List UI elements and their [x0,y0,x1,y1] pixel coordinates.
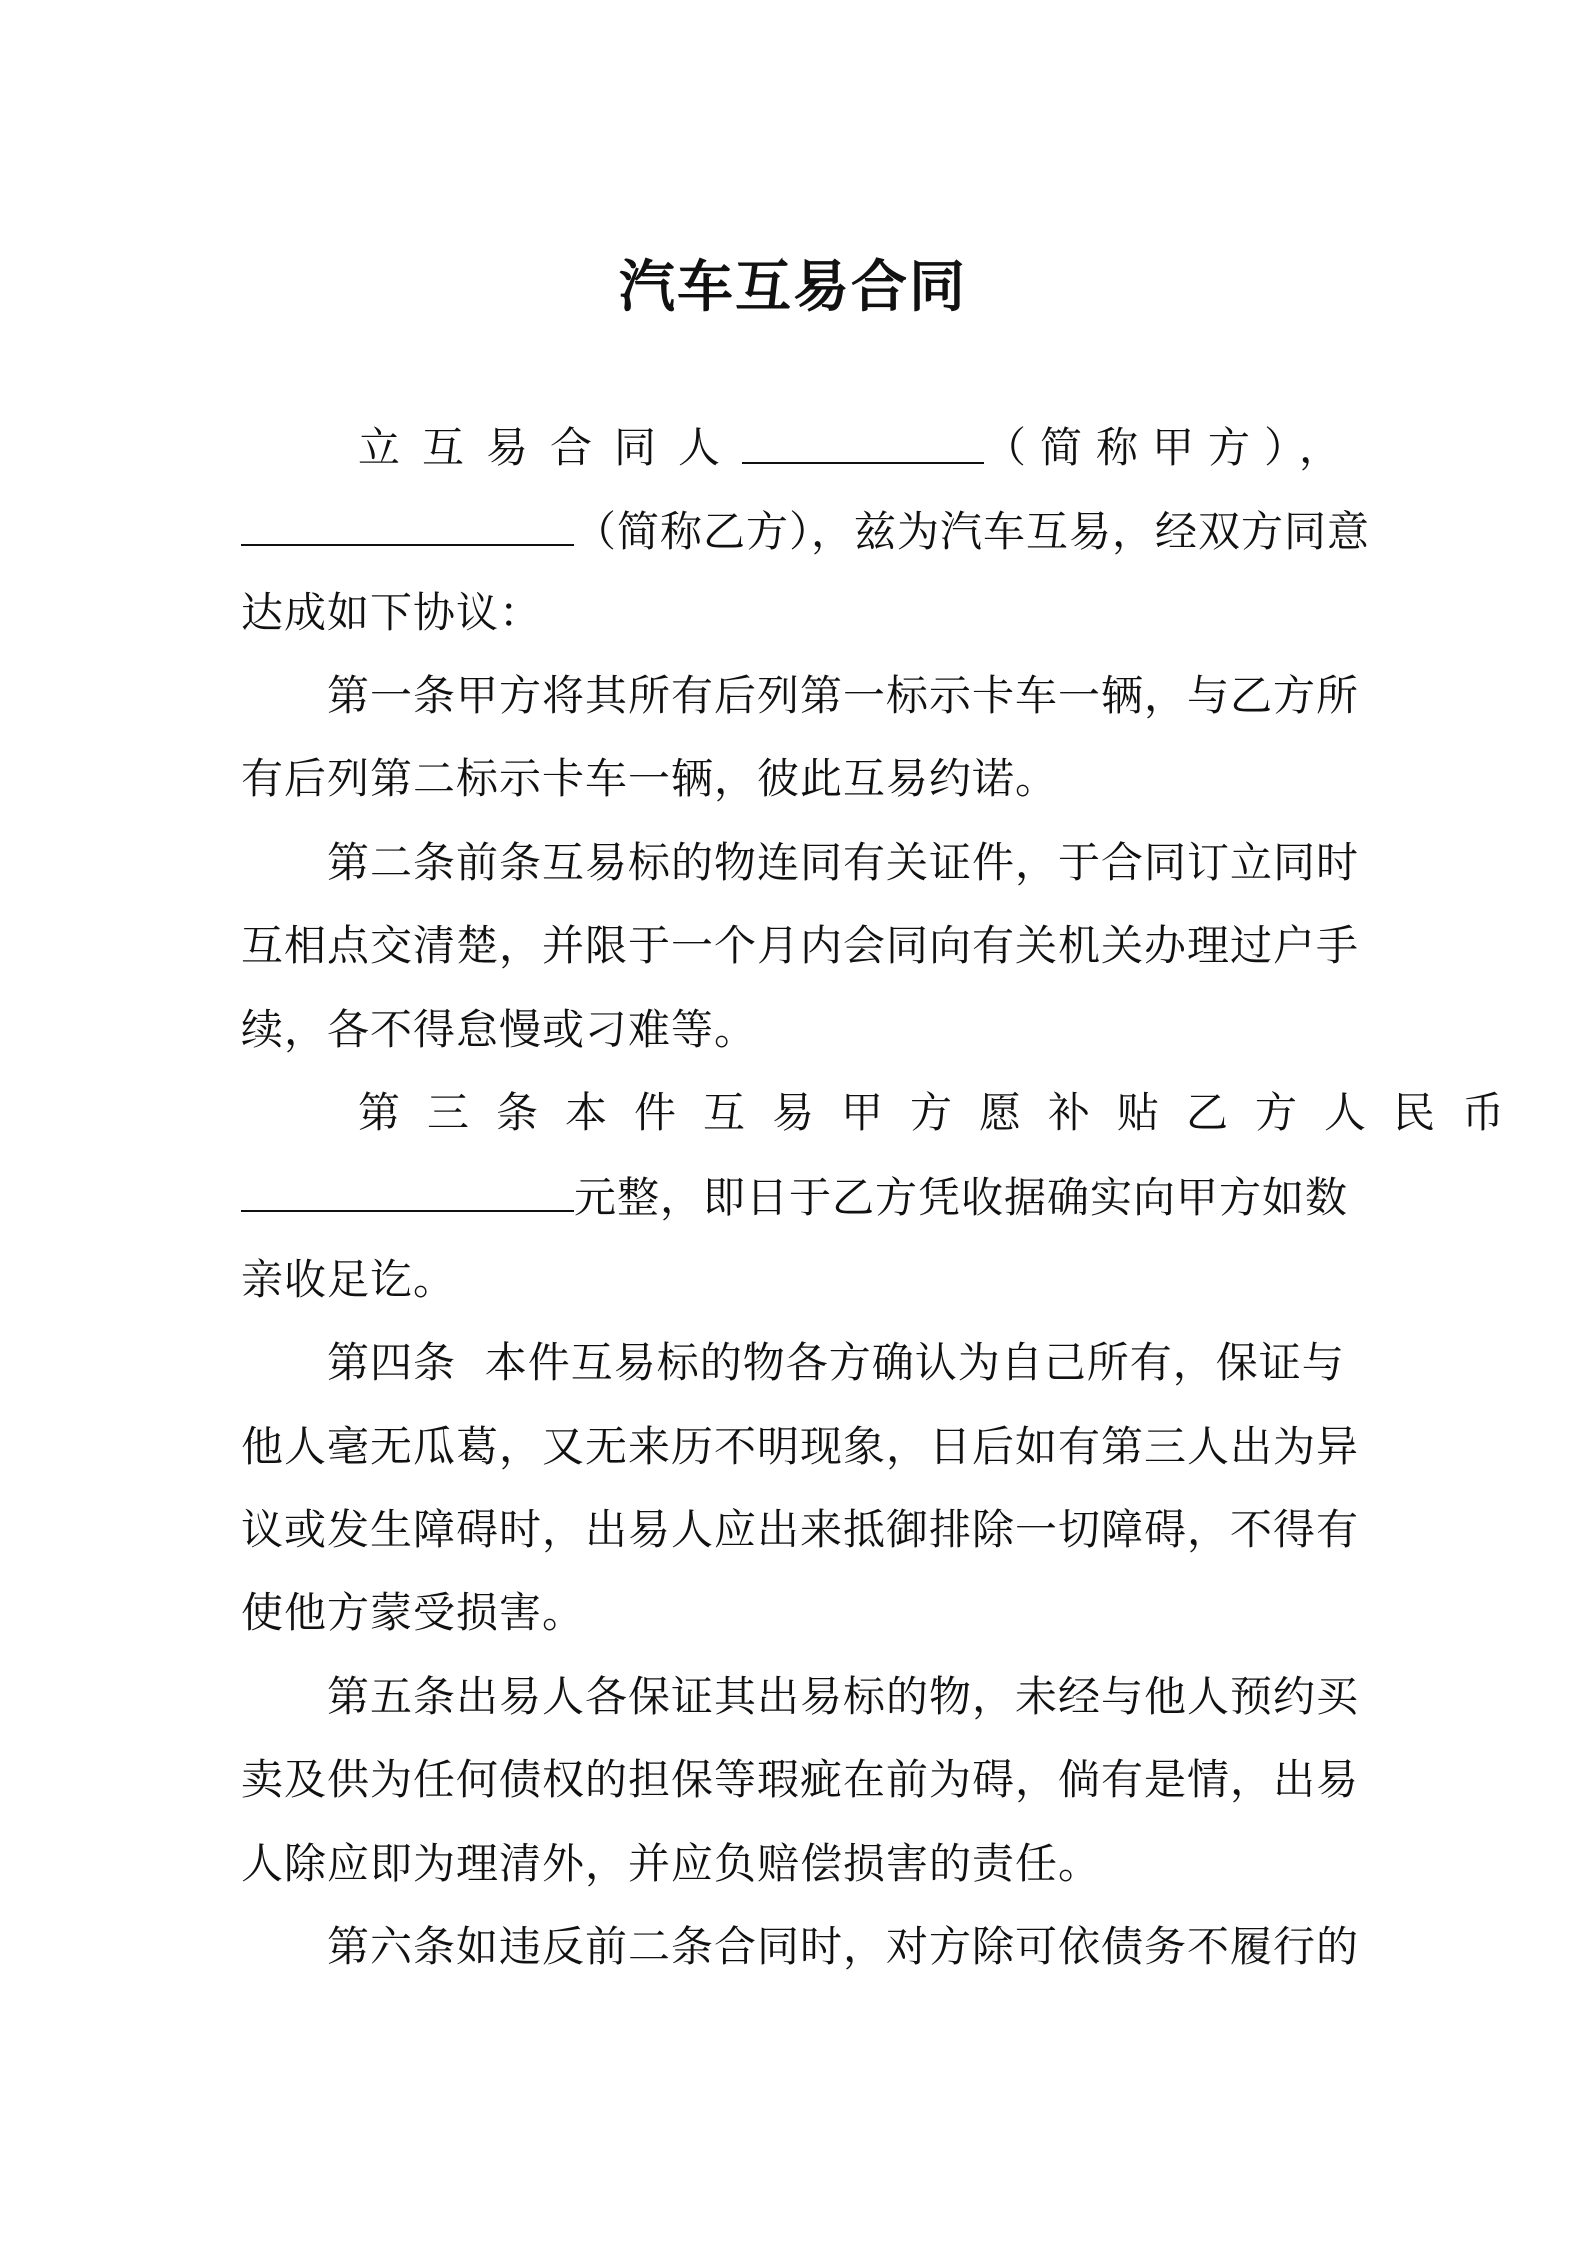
paragraph-line: 人除应即为理清外，并应负赔偿损害的责任。 [241,1839,1102,1888]
party-b-line [241,500,1371,562]
paragraph-line: 使他方蒙受损害。 [241,1588,586,1637]
paragraph-line: 互相点交清楚，并限于一个月内会同向有关机关办理过户手 [241,921,1360,970]
paragraph-line: 第五条出易人各保证其出易标的物，未经与他人预约买 [327,1672,1360,1721]
paragraph-line: 第一条甲方将其所有后列第一标示卡车一辆，与乙方所 [327,671,1360,720]
amount-suffix: 元整，即日于乙方凭收据确实向甲方如数 [574,1173,1349,1222]
paragraph-line: 亲收足讫。 [241,1255,457,1304]
paragraph-line: 他人毫无瓜葛，又无来历不明现象，日后如有第三人出为异 [241,1422,1360,1471]
paragraph-line: 第四条 本件互易标的物各方确认为自己所有，保证与 [327,1338,1345,1387]
paragraph-line: 卖及供为任何债权的担保等瑕疵在前为碍，倘有是情，出易 [241,1755,1360,1804]
paragraph-line: 第二条前条互易标的物连同有关证件，于合同订立同时 [327,838,1360,887]
party-b-suffix: （简称乙方），兹为汽车互易，经双方同意 [574,507,1371,556]
party-a-blank [742,418,984,464]
party-a-label: 立互易合同人 [358,423,743,472]
amount-line [241,1166,1355,1228]
party-a-line [358,418,1355,478]
paragraph-line: 第六条如违反前二条合同时，对方除可依债务不履行的 [327,1922,1360,1971]
party-a-suffix: （简称甲方）， [983,423,1355,472]
amount-blank [241,1166,574,1212]
document-title: 汽车互易合同 [619,255,967,320]
paragraph-line: 达成如下协议： [241,588,543,637]
article-3-line: 第三条本件互易甲方愿补贴乙方人民币 [358,1088,1532,1137]
paragraph-line: 议或发生障碍时，出易人应出来抵御排除一切障碍，不得有 [241,1505,1360,1554]
paragraph-line: 续，各不得怠慢或刁难等。 [241,1005,758,1054]
party-b-blank [241,500,574,546]
paragraph-line: 有后列第二标示卡车一辆，彼此互易约诺。 [241,754,1059,803]
